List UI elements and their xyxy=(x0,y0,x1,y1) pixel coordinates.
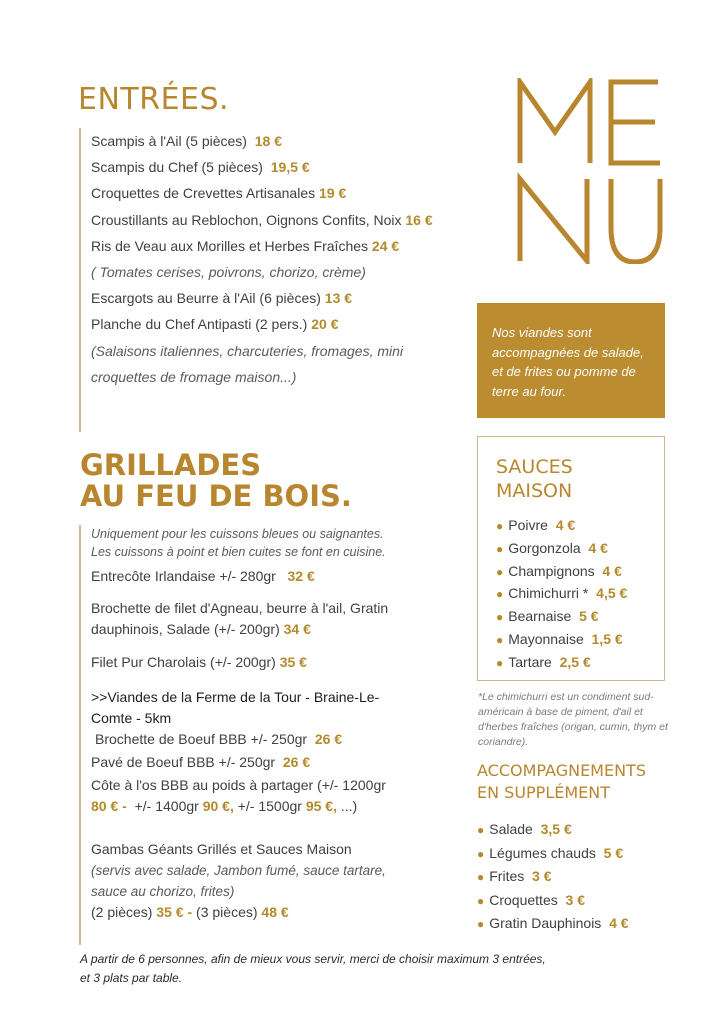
item-price: 5 € xyxy=(603,844,624,861)
menu-item xyxy=(91,598,459,640)
side-item xyxy=(477,912,629,936)
item-price: 3 € xyxy=(532,868,552,885)
farm-line: Comte - 5km xyxy=(91,710,172,726)
item-name: Filet Pur Charolais (+/- 200gr) xyxy=(91,654,276,670)
item-name: Côte à l'os BBB au poids à partager (+/- 1200gr xyxy=(91,777,386,793)
item-name: Gambas Géants Grillés et Sauces Maison xyxy=(91,841,352,857)
bullet-icon: ● xyxy=(477,870,485,885)
item-name: Croustillants au Reblochon, Oignons Confits, Noix xyxy=(91,211,402,228)
item-weight: +/- 1500gr xyxy=(233,798,306,814)
menu-item xyxy=(91,729,459,750)
meat-info-text: Nos viandes sont accompagnées de salade, et de frites ou pomme de terre au four. xyxy=(492,325,644,399)
item-note: (servis avec salade, Jambon fumé, sauce tartare, xyxy=(91,863,386,878)
item-note: (Salaisons italiennes, charcuteries, fromages, mini xyxy=(91,342,404,359)
grillades-heading xyxy=(80,450,352,512)
menu-item xyxy=(91,566,459,587)
sauce-item xyxy=(496,561,664,584)
sauce-item xyxy=(496,583,664,606)
bullet-icon: ● xyxy=(477,846,485,861)
sauces-list xyxy=(496,515,664,675)
item-price: 16 € xyxy=(405,211,433,228)
sauces-box xyxy=(477,436,665,681)
farm-subheading xyxy=(91,687,459,729)
heading-line: AU FEU DE BOIS. xyxy=(80,479,352,513)
item-name: Scampis à l'Ail (5 pièces) xyxy=(91,133,247,149)
item-name: Croquettes de Crevettes Artisanales xyxy=(91,185,316,202)
accompagnements-list xyxy=(477,818,629,936)
footer-line: A partir de 6 personnes, afin de mieux vous servir, merci de choisir maximum 3 entrées, xyxy=(80,952,546,966)
item-name: Gorgonzola xyxy=(508,539,581,556)
meat-info-box xyxy=(477,303,665,418)
item-name: Scampis du Chef (5 pièces) xyxy=(91,159,263,176)
item-price: 34 € xyxy=(283,621,311,637)
item-weight: ...) xyxy=(336,798,358,814)
menu-item xyxy=(91,752,459,773)
bullet-icon: ● xyxy=(496,655,504,670)
farm-line: >>Viandes de la Ferme de la Tour - Braine-Le- xyxy=(91,689,380,705)
bullet-icon: ● xyxy=(477,893,485,908)
side-item xyxy=(477,842,629,866)
footer-line: et 3 plats par table. xyxy=(80,971,183,985)
item-price: 5 € xyxy=(579,608,599,625)
item-name: Frites xyxy=(489,868,525,885)
item-price: 20 € xyxy=(311,316,339,333)
item-name: Escargots au Beurre à l'Ail (6 pièces) xyxy=(91,290,321,307)
side-item xyxy=(477,889,629,913)
item-price: 4,5 € xyxy=(596,585,628,602)
menu-item xyxy=(91,285,479,311)
grillades-list xyxy=(79,525,459,945)
item-name: Tartare xyxy=(508,653,552,670)
item-price: 26 € xyxy=(314,731,343,747)
item-price: 4 € xyxy=(588,539,608,556)
item-price: 1,5 € xyxy=(591,630,623,647)
item-name: Planche du Chef Antipasti (2 pers.) xyxy=(91,316,308,333)
item-name: Gratin Dauphinois xyxy=(489,915,602,932)
intro-line: Les cuissons à point et bien cuites se font en cuisine. xyxy=(91,545,386,559)
item-price: 48 € xyxy=(261,904,289,920)
menu-title-lettering xyxy=(515,78,667,264)
sauce-item xyxy=(496,652,664,675)
item-name: Bearnaise xyxy=(508,608,572,625)
bullet-icon: ● xyxy=(496,632,504,647)
item-price: 13 € xyxy=(324,290,353,307)
item-price: 80 € - xyxy=(91,798,127,814)
item-price: 95 €, xyxy=(305,798,337,814)
item-weight: +/- 1400gr xyxy=(126,798,203,814)
grillades-intro xyxy=(91,525,459,561)
bullet-icon: ● xyxy=(496,564,504,579)
item-price: 19,5 € xyxy=(270,159,310,176)
item-name: dauphinois, Salade (+/- 200gr) xyxy=(91,621,280,637)
menu-item xyxy=(91,652,459,673)
item-price: 4 € xyxy=(602,562,622,579)
item-price: 24 € xyxy=(371,237,400,254)
menu-item xyxy=(91,311,479,337)
item-name: Salade xyxy=(489,821,533,837)
item-price: 19 € xyxy=(319,185,347,202)
menu-item xyxy=(91,128,479,154)
menu-item xyxy=(91,839,459,923)
item-price: 90 €, xyxy=(202,798,234,814)
accompagnements-heading xyxy=(477,760,646,804)
item-name: Légumes chauds xyxy=(489,844,596,861)
item-price: 35 € - xyxy=(156,904,193,920)
menu-item xyxy=(91,233,479,259)
item-price: 4 € xyxy=(609,915,629,932)
sauce-item xyxy=(496,538,664,561)
menu-item xyxy=(91,154,479,180)
menu-title xyxy=(515,78,667,264)
item-price: 3,5 € xyxy=(540,821,572,837)
item-price: 32 € xyxy=(287,568,315,584)
item-price: 2,5 € xyxy=(559,653,591,670)
item-name: Chimichurri * xyxy=(508,585,589,602)
heading-line: SAUCES xyxy=(496,456,573,478)
item-qty: (3 pièces) xyxy=(192,904,262,920)
item-name: Pavé de Boeuf BBB +/- 250gr xyxy=(91,754,276,770)
item-price: 3 € xyxy=(565,891,585,908)
bullet-icon: ● xyxy=(496,610,504,625)
side-item xyxy=(477,865,629,889)
heading-line: ACCOMPAGNEMENTS xyxy=(477,761,646,780)
item-price: 35 € xyxy=(279,654,307,670)
side-item xyxy=(477,818,629,842)
chimichurri-footnote: *Le chimichurri est un condiment sud-américain à base de piment, d'ail et d'herbes fraîches (origan, cumin, thym et coriandre). xyxy=(478,691,668,748)
footer-note xyxy=(80,950,640,988)
item-price: 18 € xyxy=(254,133,282,149)
entrees-heading: ENTRÉES. xyxy=(78,82,230,117)
item-name: Poivre xyxy=(508,517,548,533)
sauce-item xyxy=(496,629,664,652)
bullet-icon: ● xyxy=(477,917,485,932)
item-name: Champignons xyxy=(508,562,595,579)
item-name: Croquettes xyxy=(489,891,558,908)
entrees-list xyxy=(79,128,479,432)
heading-line: GRILLADES xyxy=(80,448,262,482)
intro-line: Uniquement pour les cuissons bleues ou saignantes. xyxy=(91,527,384,541)
item-name: Brochette de filet d'Agneau, beurre à l'ail, Gratin xyxy=(91,600,389,616)
menu-item xyxy=(91,207,479,233)
item-note: croquettes de fromage maison...) xyxy=(91,368,297,385)
item-name: Brochette de Boeuf BBB +/- 250gr xyxy=(95,731,308,747)
item-price: 26 € xyxy=(282,754,311,770)
menu-item xyxy=(91,775,459,817)
bullet-icon: ● xyxy=(496,587,504,602)
item-qty: (2 pièces) xyxy=(91,904,157,920)
heading-line: MAISON xyxy=(496,480,573,502)
sauce-item xyxy=(496,515,664,538)
menu-item xyxy=(91,180,479,206)
item-name: Mayonnaise xyxy=(508,630,584,647)
bullet-icon: ● xyxy=(496,519,504,533)
bullet-icon: ● xyxy=(496,541,504,556)
item-note: sauce au chorizo, frites) xyxy=(91,884,235,899)
sauce-item xyxy=(496,606,664,629)
heading-line: EN SUPPLÉMENT xyxy=(477,783,611,802)
item-name: Ris de Veau aux Morilles et Herbes Fraîches xyxy=(91,237,369,254)
item-price: 4 € xyxy=(555,517,576,533)
sauces-heading xyxy=(496,455,664,503)
bullet-icon: ● xyxy=(477,823,485,837)
item-name: Entrecôte Irlandaise +/- 280gr xyxy=(91,568,276,584)
item-note: ( Tomates cerises, poivrons, chorizo, crème) xyxy=(91,264,366,281)
